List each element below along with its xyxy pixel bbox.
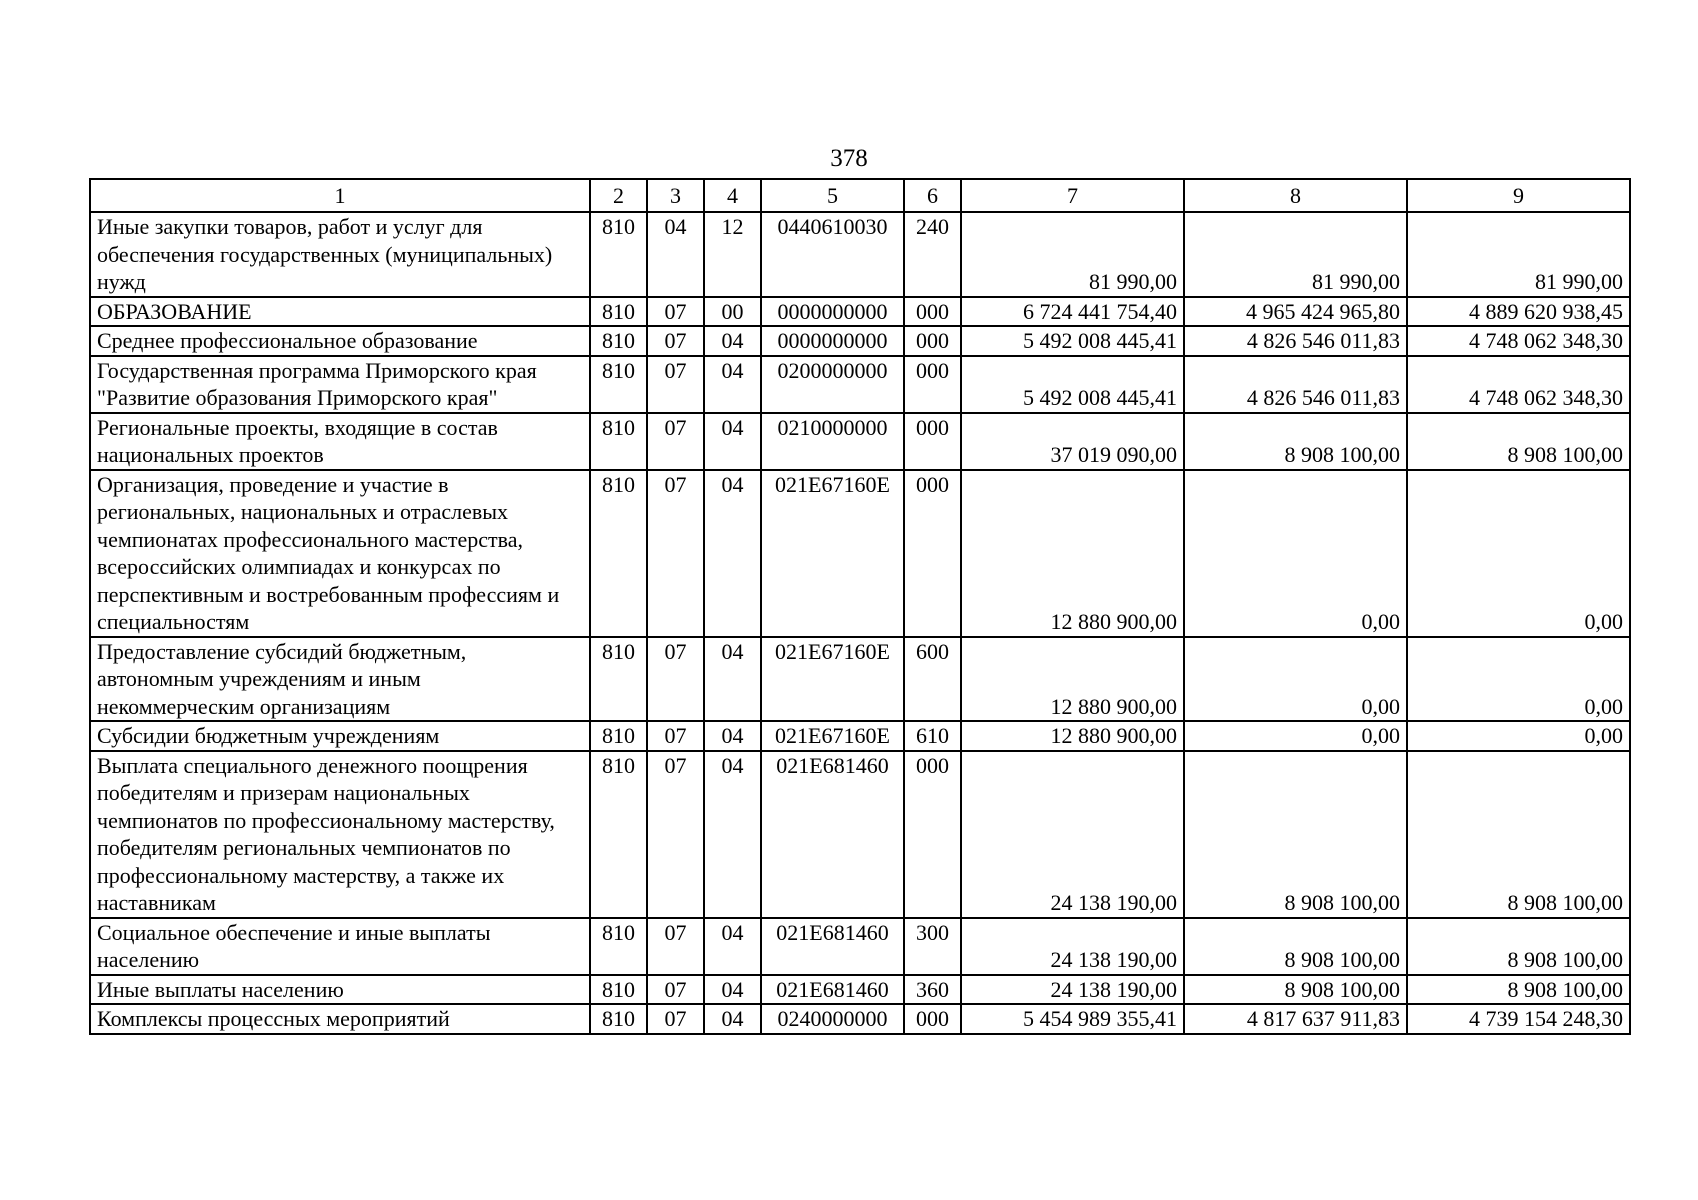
table-row	[90, 721, 1630, 751]
code-cell: 240	[904, 212, 961, 297]
table-row	[90, 470, 1630, 637]
item-name: Выплата специального денежного поощрения победителям и призерам национальных чемпионатов по профессиональному мастерству, победителям региональных чемпионатов по профессиональному мастерству, а также их наставникам	[90, 751, 590, 918]
table-row	[90, 975, 1630, 1005]
code-cell: 810	[590, 297, 647, 327]
amount-cell: 24 138 190,00	[961, 751, 1184, 918]
amount-cell: 24 138 190,00	[961, 918, 1184, 975]
code-cell: 07	[647, 326, 704, 356]
amount-cell: 0,00	[1184, 637, 1407, 722]
code-cell: 610	[904, 721, 961, 751]
code-cell: 000	[904, 470, 961, 637]
amount-cell: 12 880 900,00	[961, 721, 1184, 751]
amount-cell: 4 817 637 911,83	[1184, 1004, 1407, 1034]
amount-cell: 8 908 100,00	[1184, 413, 1407, 470]
code-cell: 04	[704, 356, 761, 413]
amount-cell: 81 990,00	[1407, 212, 1630, 297]
amount-cell: 0,00	[1184, 721, 1407, 751]
budget-table	[89, 178, 1631, 1035]
code-cell: 600	[904, 637, 961, 722]
amount-cell: 8 908 100,00	[1184, 751, 1407, 918]
code-cell: 07	[647, 721, 704, 751]
table-row	[90, 297, 1630, 327]
code-cell: 021E681460	[761, 918, 904, 975]
code-cell: 000	[904, 356, 961, 413]
code-cell: 021E681460	[761, 751, 904, 918]
code-cell: 07	[647, 1004, 704, 1034]
item-name: Субсидии бюджетным учреждениям	[90, 721, 590, 751]
code-cell: 04	[704, 413, 761, 470]
column-header: 9	[1407, 179, 1630, 212]
code-cell: 04	[704, 637, 761, 722]
amount-cell: 81 990,00	[1184, 212, 1407, 297]
item-name: Комплексы процессных мероприятий	[90, 1004, 590, 1034]
code-cell: 000	[904, 326, 961, 356]
item-name: Региональные проекты, входящие в состав национальных проектов	[90, 413, 590, 470]
code-cell: 04	[704, 470, 761, 637]
code-cell: 360	[904, 975, 961, 1005]
code-cell: 07	[647, 975, 704, 1005]
amount-cell: 8 908 100,00	[1407, 751, 1630, 918]
amount-cell: 0,00	[1407, 721, 1630, 751]
item-name: ОБРАЗОВАНИЕ	[90, 297, 590, 327]
code-cell: 810	[590, 212, 647, 297]
table-row	[90, 356, 1630, 413]
code-cell: 021E67160E	[761, 721, 904, 751]
amount-cell: 5 454 989 355,41	[961, 1004, 1184, 1034]
code-cell: 021E681460	[761, 975, 904, 1005]
amount-cell: 4 826 546 011,83	[1184, 356, 1407, 413]
code-cell: 04	[647, 212, 704, 297]
column-number-row	[90, 179, 1630, 212]
item-name: Социальное обеспечение и иные выплаты населению	[90, 918, 590, 975]
amount-cell: 0,00	[1407, 470, 1630, 637]
code-cell: 04	[704, 918, 761, 975]
table-row	[90, 413, 1630, 470]
code-cell: 07	[647, 637, 704, 722]
code-cell: 810	[590, 918, 647, 975]
amount-cell: 81 990,00	[961, 212, 1184, 297]
amount-cell: 4 748 062 348,30	[1407, 326, 1630, 356]
code-cell: 04	[704, 751, 761, 918]
code-cell: 07	[647, 470, 704, 637]
page-number: 378	[830, 145, 868, 172]
code-cell: 07	[647, 356, 704, 413]
code-cell: 810	[590, 975, 647, 1005]
column-header: 2	[590, 179, 647, 212]
amount-cell: 8 908 100,00	[1184, 918, 1407, 975]
code-cell: 07	[647, 297, 704, 327]
item-name: Среднее профессиональное образование	[90, 326, 590, 356]
table-row	[90, 918, 1630, 975]
amount-cell: 4 965 424 965,80	[1184, 297, 1407, 327]
item-name: Предоставление субсидий бюджетным, автономным учреждениям и иным некоммерческим организациям	[90, 637, 590, 722]
amount-cell: 5 492 008 445,41	[961, 356, 1184, 413]
column-header: 6	[904, 179, 961, 212]
table-row	[90, 751, 1630, 918]
code-cell: 0000000000	[761, 326, 904, 356]
column-header: 7	[961, 179, 1184, 212]
column-header: 8	[1184, 179, 1407, 212]
code-cell: 000	[904, 413, 961, 470]
table-row	[90, 1004, 1630, 1034]
code-cell: 0440610030	[761, 212, 904, 297]
code-cell: 810	[590, 413, 647, 470]
amount-cell: 37 019 090,00	[961, 413, 1184, 470]
code-cell: 810	[590, 721, 647, 751]
code-cell: 000	[904, 297, 961, 327]
code-cell: 810	[590, 751, 647, 918]
table-row	[90, 326, 1630, 356]
item-name: Государственная программа Приморского края "Развитие образования Приморского края"	[90, 356, 590, 413]
code-cell: 00	[704, 297, 761, 327]
code-cell: 04	[704, 721, 761, 751]
column-header: 5	[761, 179, 904, 212]
code-cell: 810	[590, 326, 647, 356]
code-cell: 04	[704, 1004, 761, 1034]
code-cell: 810	[590, 356, 647, 413]
code-cell: 0240000000	[761, 1004, 904, 1034]
table-row	[90, 637, 1630, 722]
amount-cell: 12 880 900,00	[961, 470, 1184, 637]
column-header: 1	[90, 179, 590, 212]
amount-cell: 4 826 546 011,83	[1184, 326, 1407, 356]
amount-cell: 8 908 100,00	[1407, 975, 1630, 1005]
item-name: Иные выплаты населению	[90, 975, 590, 1005]
amount-cell: 24 138 190,00	[961, 975, 1184, 1005]
amount-cell: 6 724 441 754,40	[961, 297, 1184, 327]
code-cell: 300	[904, 918, 961, 975]
code-cell: 021E67160E	[761, 637, 904, 722]
column-header: 3	[647, 179, 704, 212]
code-cell: 000	[904, 1004, 961, 1034]
code-cell: 12	[704, 212, 761, 297]
amount-cell: 0,00	[1407, 637, 1630, 722]
code-cell: 000	[904, 751, 961, 918]
amount-cell: 0,00	[1184, 470, 1407, 637]
amount-cell: 4 739 154 248,30	[1407, 1004, 1630, 1034]
code-cell: 07	[647, 918, 704, 975]
amount-cell: 12 880 900,00	[961, 637, 1184, 722]
code-cell: 021E67160E	[761, 470, 904, 637]
amount-cell: 5 492 008 445,41	[961, 326, 1184, 356]
code-cell: 810	[590, 470, 647, 637]
code-cell: 0000000000	[761, 297, 904, 327]
amount-cell: 4 748 062 348,30	[1407, 356, 1630, 413]
code-cell: 0200000000	[761, 356, 904, 413]
code-cell: 04	[704, 975, 761, 1005]
amount-cell: 8 908 100,00	[1407, 918, 1630, 975]
item-name: Организация, проведение и участие в региональных, национальных и отраслевых чемпионатах профессионального мастерства, всероссийских олимпиадах и конкурсах по перспективным и востребованным профессиям и специальностям	[90, 470, 590, 637]
code-cell: 810	[590, 1004, 647, 1034]
code-cell: 0210000000	[761, 413, 904, 470]
table-row	[90, 212, 1630, 297]
code-cell: 07	[647, 751, 704, 918]
code-cell: 810	[590, 637, 647, 722]
code-cell: 04	[704, 326, 761, 356]
amount-cell: 8 908 100,00	[1407, 413, 1630, 470]
column-header: 4	[704, 179, 761, 212]
amount-cell: 4 889 620 938,45	[1407, 297, 1630, 327]
code-cell: 07	[647, 413, 704, 470]
item-name: Иные закупки товаров, работ и услуг для обеспечения государственных (муниципальных) нужд	[90, 212, 590, 297]
amount-cell: 8 908 100,00	[1184, 975, 1407, 1005]
